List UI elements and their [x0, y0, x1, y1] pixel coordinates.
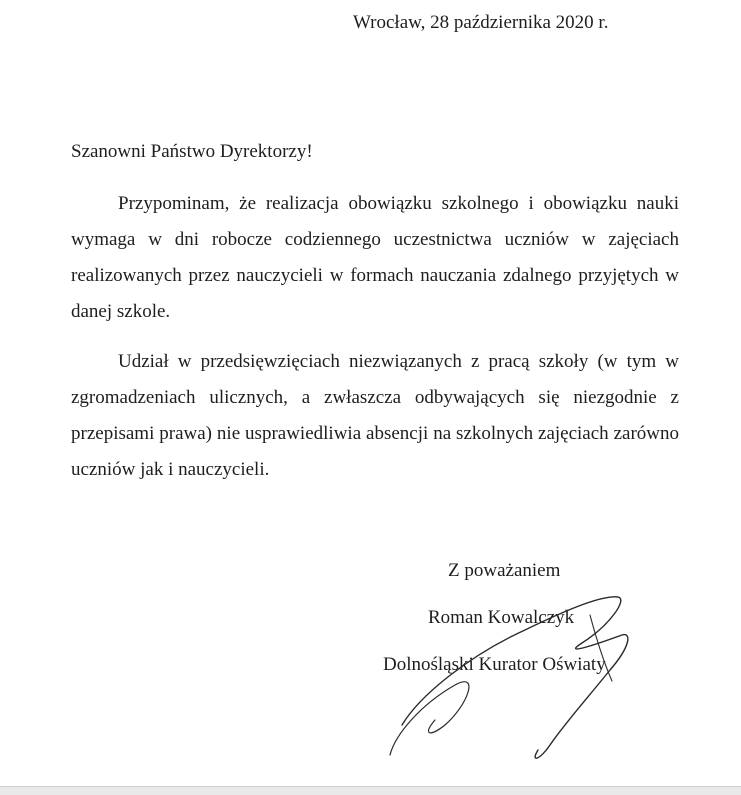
closing: Z poważaniem	[448, 560, 561, 581]
paragraph-2: Udział w przedsięwzięciach niezwiązanych z pracą szkoły (w tym w zgromadzeniach ulicznych, a zwłaszcza odbywających się niezgodnie z przepisami prawa) nie usprawiedliwia absencji na szkolnych zajęciach zarówno uczniów jak i nauczycieli.	[71, 351, 679, 480]
salutation: Szanowni Państwo Dyrektorzy!	[71, 141, 313, 162]
signatory-name: Roman Kowalczyk	[428, 607, 575, 628]
signatory-title: Dolnośląski Kurator Oświaty	[383, 654, 606, 675]
date-line: Wrocław, 28 października 2020 r.	[353, 12, 609, 33]
paragraph-1: Przypominam, że realizacja obowiązku szkolnego i obowiązku nauki wymaga w dni robocze codziennego uczestnictwa uczniów w zajęciach realizowanych przez nauczycieli w formach nauczania zdalnego przyjętych w danej szkole.	[71, 193, 679, 322]
